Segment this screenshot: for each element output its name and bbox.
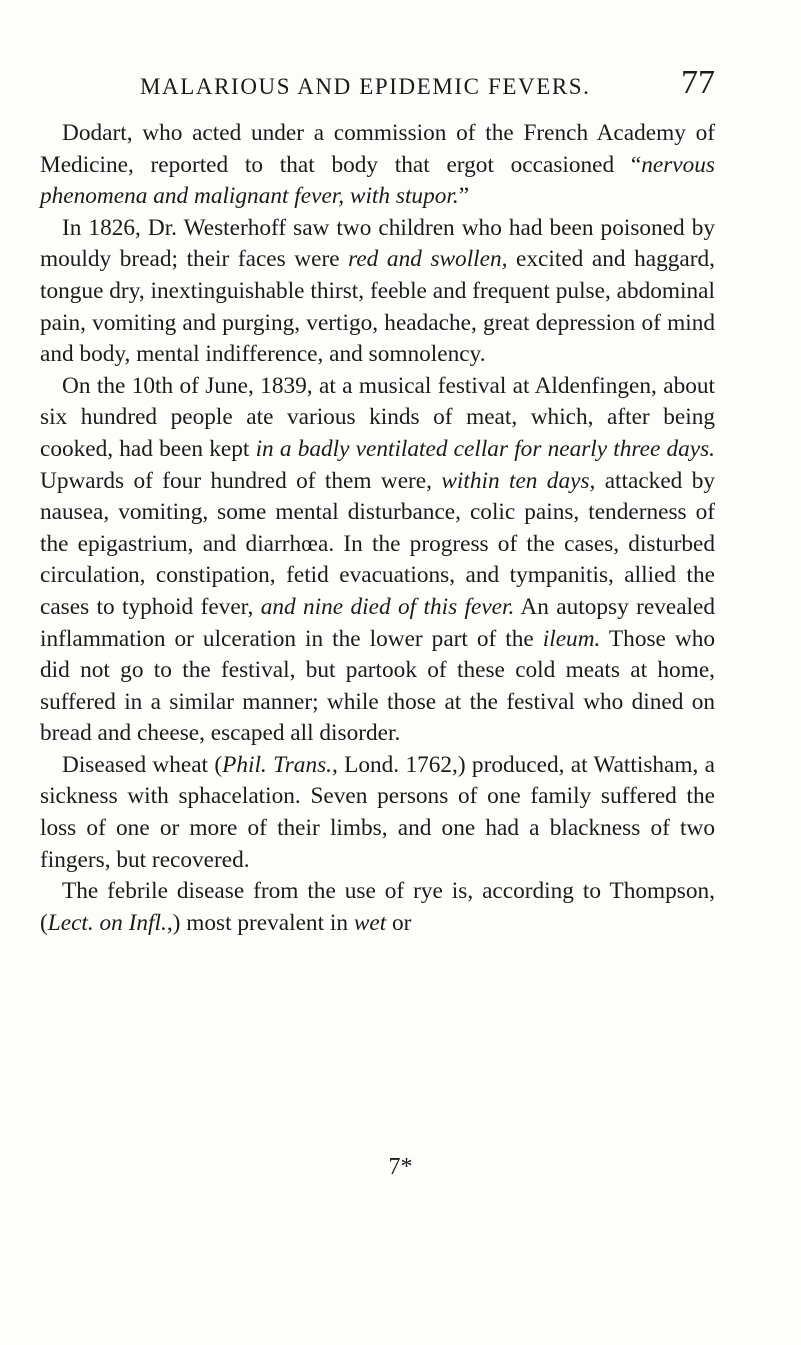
italic-text: ileum.	[542, 625, 601, 652]
text-segment: An autopsy revealed inflammation or ulceration in the lower part of the	[40, 593, 715, 652]
paragraph-westerhoff	[40, 213, 715, 371]
page-number: 77	[681, 64, 715, 101]
text-segment: , Lond. 1762,) produced, at Wattisham, a sickness with sphacelation. Seven persons of one family suffered the loss of one or more of their limbs, and one had a blackness of two fingers, but recovered.	[40, 751, 715, 873]
paragraph-wattisham	[40, 750, 715, 876]
text-segment: The febrile disease from the use of rye is, according to Thompson, (	[40, 878, 715, 936]
italic-text: Lect. on Infl.	[47, 909, 167, 936]
italic-text: red and swollen,	[348, 246, 508, 273]
text-segment: or	[386, 909, 412, 936]
page-header	[40, 64, 715, 104]
text-segment: ”	[458, 183, 470, 210]
text-segment: attacked by nausea, vomiting, some mental disturbance, colic pains, tenderness of the epigastrium, and diarrhœa. In the progress of the cases, disturbed circulation, constipation, fetid evacuations, and tympanitis, allied the cases to typhoid fever,	[40, 467, 715, 620]
text-segment: Upwards of four hundred of them were,	[40, 467, 442, 494]
text-segment: Those who did not go to the festival, but partook of these cold meats at home, suffered in a similar manner; while those at the festival who dined on bread and cheese, escaped all disorder.	[40, 625, 715, 747]
italic-text: Phil. Trans.	[222, 751, 332, 778]
text-segment: In 1826, Dr. Westerhoff saw two children who had been poisoned by mouldy bread; their faces were	[40, 214, 715, 273]
italic-text: within ten days,	[441, 467, 596, 494]
paragraph-thompson	[40, 876, 715, 939]
text-segment: excited and haggard, tongue dry, inextinguishable thirst, feeble and frequent pulse, abdominal pain, vomiting and purging, vertigo, headache, great depression of mind and body, mental indifference, and somnolency.	[40, 246, 715, 368]
italic-text: wet	[353, 909, 387, 936]
text-segment: On the 10th of June, 1839, at a musical festival at Aldenfingen, about six hundred people ate various kinds of meat, which, after being cooked, had been kept	[40, 372, 715, 462]
running-title: MALARIOUS AND EPIDEMIC FEVERS.	[140, 74, 591, 99]
paragraph-aldenfingen	[40, 371, 715, 750]
signature-mark: 7*	[388, 1154, 413, 1180]
italic-text: and nine died of this fever.	[260, 593, 515, 620]
text-segment: Diseased wheat (	[62, 751, 223, 778]
text-segment: ,) most prevalent in	[166, 909, 354, 936]
italic-text: nervous phenomena and malignant fever, with stupor.	[40, 151, 715, 210]
paragraph-ergot	[40, 118, 715, 213]
italic-text: in a badly ventilated cellar for nearly three days.	[255, 435, 715, 462]
body-text	[40, 118, 715, 939]
text-segment: Dodart, who acted under a commission of the French Academy of Medicine, reported to that body that ergot occasioned “	[40, 120, 715, 178]
